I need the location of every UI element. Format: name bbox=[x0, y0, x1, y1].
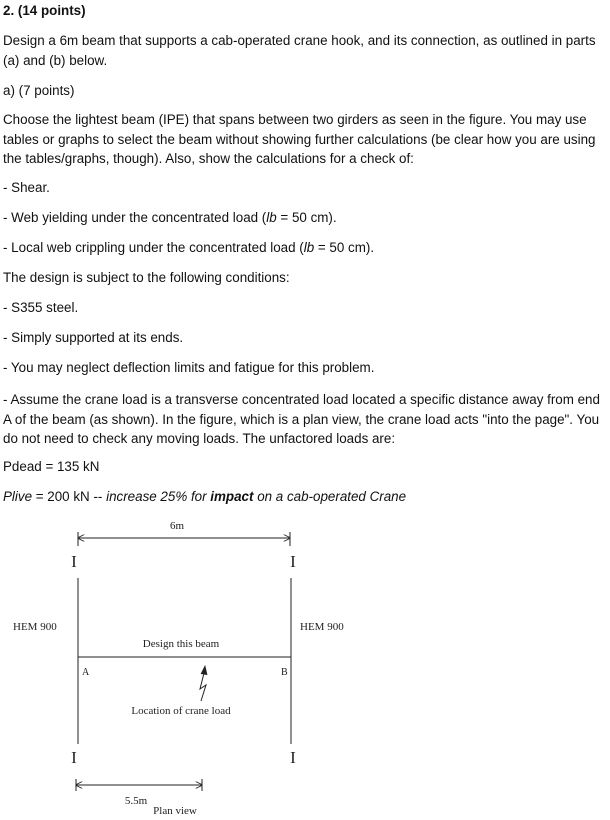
check-shear: - Shear. bbox=[3, 180, 50, 195]
question-heading: 2. (14 points) bbox=[3, 3, 86, 18]
live-load: Plive = 200 kN -- increase 25% for impact on a cab-operated Crane bbox=[3, 489, 407, 504]
i-section-icon: I bbox=[71, 748, 77, 767]
dead-load: Pdead = 135 kN bbox=[3, 459, 100, 474]
condition-crane-load: - Assume the crane load is a transverse concentrated load located a specific distance away from end A of the beam (as shown). In the figure, which is a plan view, the crane load acts "into the page". You do not need to check any moving loads. The unfactored loads are: bbox=[3, 392, 600, 447]
offset-label: 5.5m bbox=[124, 795, 148, 807]
i-section-icon: I bbox=[290, 748, 296, 767]
right-girder-label: HEM 900 bbox=[300, 621, 344, 633]
load-location-label: Location of crane load bbox=[131, 705, 231, 717]
figure-caption: Plan view bbox=[153, 805, 197, 817]
part-a-label: a) (7 points) bbox=[3, 83, 75, 98]
i-section-icon: I bbox=[290, 552, 296, 571]
part-a-paragraph: Choose the lightest beam (IPE) that spans between two girders as seen in the figure. You may use tables or graphs to select the beam without showing further calculations (be clear how you are using the tables/graphs, though). Also, show the calculations for a check of: bbox=[3, 112, 596, 167]
i-section-icon: I bbox=[71, 552, 77, 571]
conditions-intro: The design is subject to the following conditions: bbox=[3, 270, 290, 285]
left-girder-label: HEM 900 bbox=[13, 621, 57, 633]
condition-steel: - S355 steel. bbox=[3, 300, 79, 315]
span-label: 6m bbox=[169, 520, 185, 532]
condition-neglect: - You may neglect deflection limits and fatigue for this problem. bbox=[3, 360, 375, 375]
check-web-crippling: - Local web crippling under the concentrated load (lb = 50 cm). bbox=[3, 240, 375, 255]
check-web-yielding: - Web yielding under the concentrated load (lb = 50 cm). bbox=[3, 210, 337, 225]
condition-support: - Simply supported at its ends. bbox=[3, 330, 184, 345]
end-a-label: A bbox=[82, 667, 90, 678]
end-b-label: B bbox=[281, 667, 288, 678]
intro-paragraph: Design a 6m beam that supports a cab-operated crane hook, and its connection, as outlined in parts (a) and (b) below. bbox=[3, 33, 596, 68]
crane-load-arrowhead-icon bbox=[201, 666, 207, 675]
beam-label: Design this beam bbox=[142, 638, 220, 650]
